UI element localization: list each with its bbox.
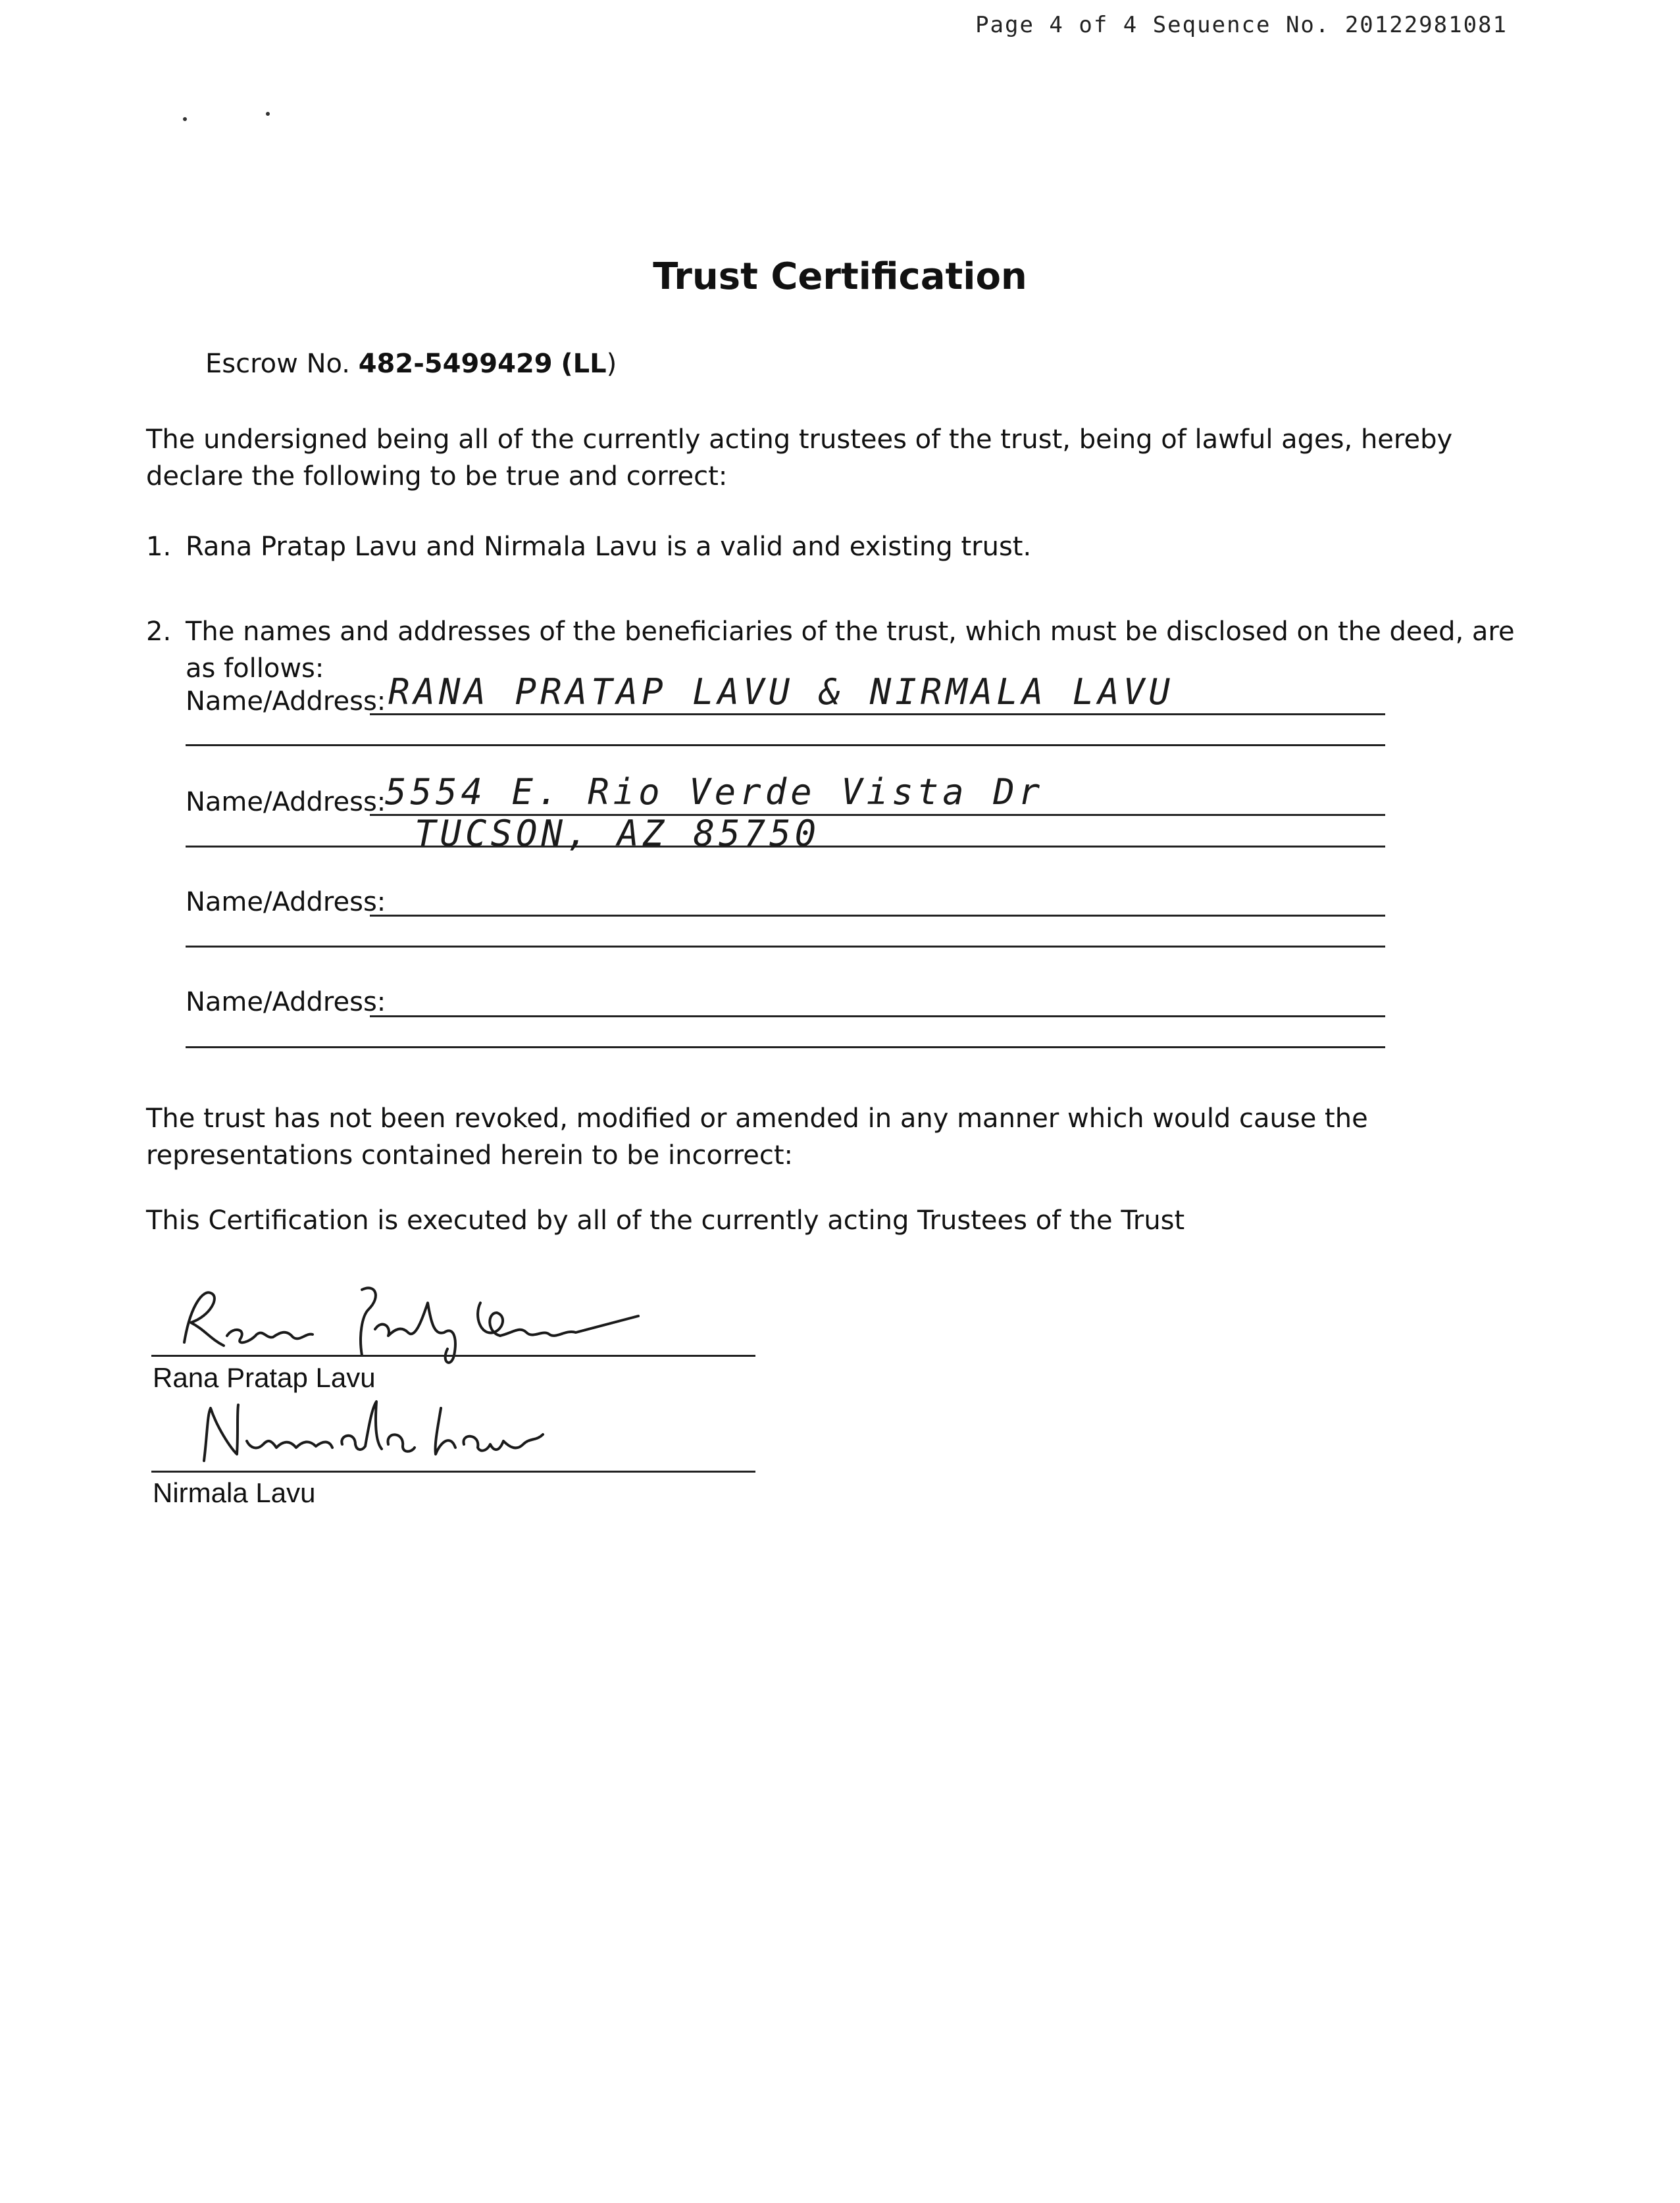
escrow-line [205,345,617,382]
signature-rana-pratap-lavu [165,1277,678,1375]
entry-3-line-1 [370,915,1385,917]
intro-paragraph: The undersigned being all of the currently acting trustees of the trust, being of lawful ages, hereby declare the following to be true and correct: [146,424,1453,492]
revocation-statement: The trust has not been revoked, modified or amended in any manner which would cause the representations contained herein to be incorrect: [146,1103,1368,1171]
signer-name-2: Nirmala Lavu [153,1477,316,1508]
field-label-1: Name/Address: [186,686,386,717]
entry-3-line-2 [186,946,1385,948]
execution-statement: This Certification is executed by all of the currently acting Trustees of the Trust [146,1205,1185,1236]
signature-nirmala-lavu [191,1388,586,1481]
field-label-3: Name/Address: [186,887,386,917]
entry-1-line-1 [370,713,1385,715]
entry-1-handwritten-line-1: RANA PRATAP LAVU & NIRMALA LAVU [388,671,1174,713]
entry-4-line-1 [370,1015,1385,1017]
scan-speck [183,117,187,121]
list-item-1 [146,528,1541,565]
entry-1-line-2 [186,744,1385,746]
signature-line-1 [151,1355,755,1357]
entry-2-handwritten-line-1: 5554 E. Rio Verde Vista Dr [385,771,1044,813]
entry-4-line-2 [186,1046,1385,1048]
scan-speck [266,112,270,116]
signer-name-1: Rana Pratap Lavu [153,1362,376,1393]
sequence-header: Page 4 of 4 Sequence No. 20122981081 [975,12,1508,38]
field-label-2: Name/Address: [186,787,386,817]
item-number: 1. [146,532,172,562]
escrow-label: Escrow No. [205,349,350,379]
escrow-number: 482-5499429 [358,349,553,379]
item-text: The names and addresses of the beneficiaries of the trust, which must be disclosed on the deed, are as follows: [186,617,1515,684]
document-title: Trust Certification [653,255,1027,298]
entry-2-handwritten-line-2: TUCSON, AZ 85750 [415,813,821,854]
signature-line-2 [151,1471,755,1473]
escrow-suffix: (LL) [561,349,617,379]
field-label-4: Name/Address: [186,987,386,1017]
item-text: Rana Pratap Lavu and Nirmala Lavu is a valid and existing trust. [186,532,1032,562]
item-number: 2. [146,617,172,647]
